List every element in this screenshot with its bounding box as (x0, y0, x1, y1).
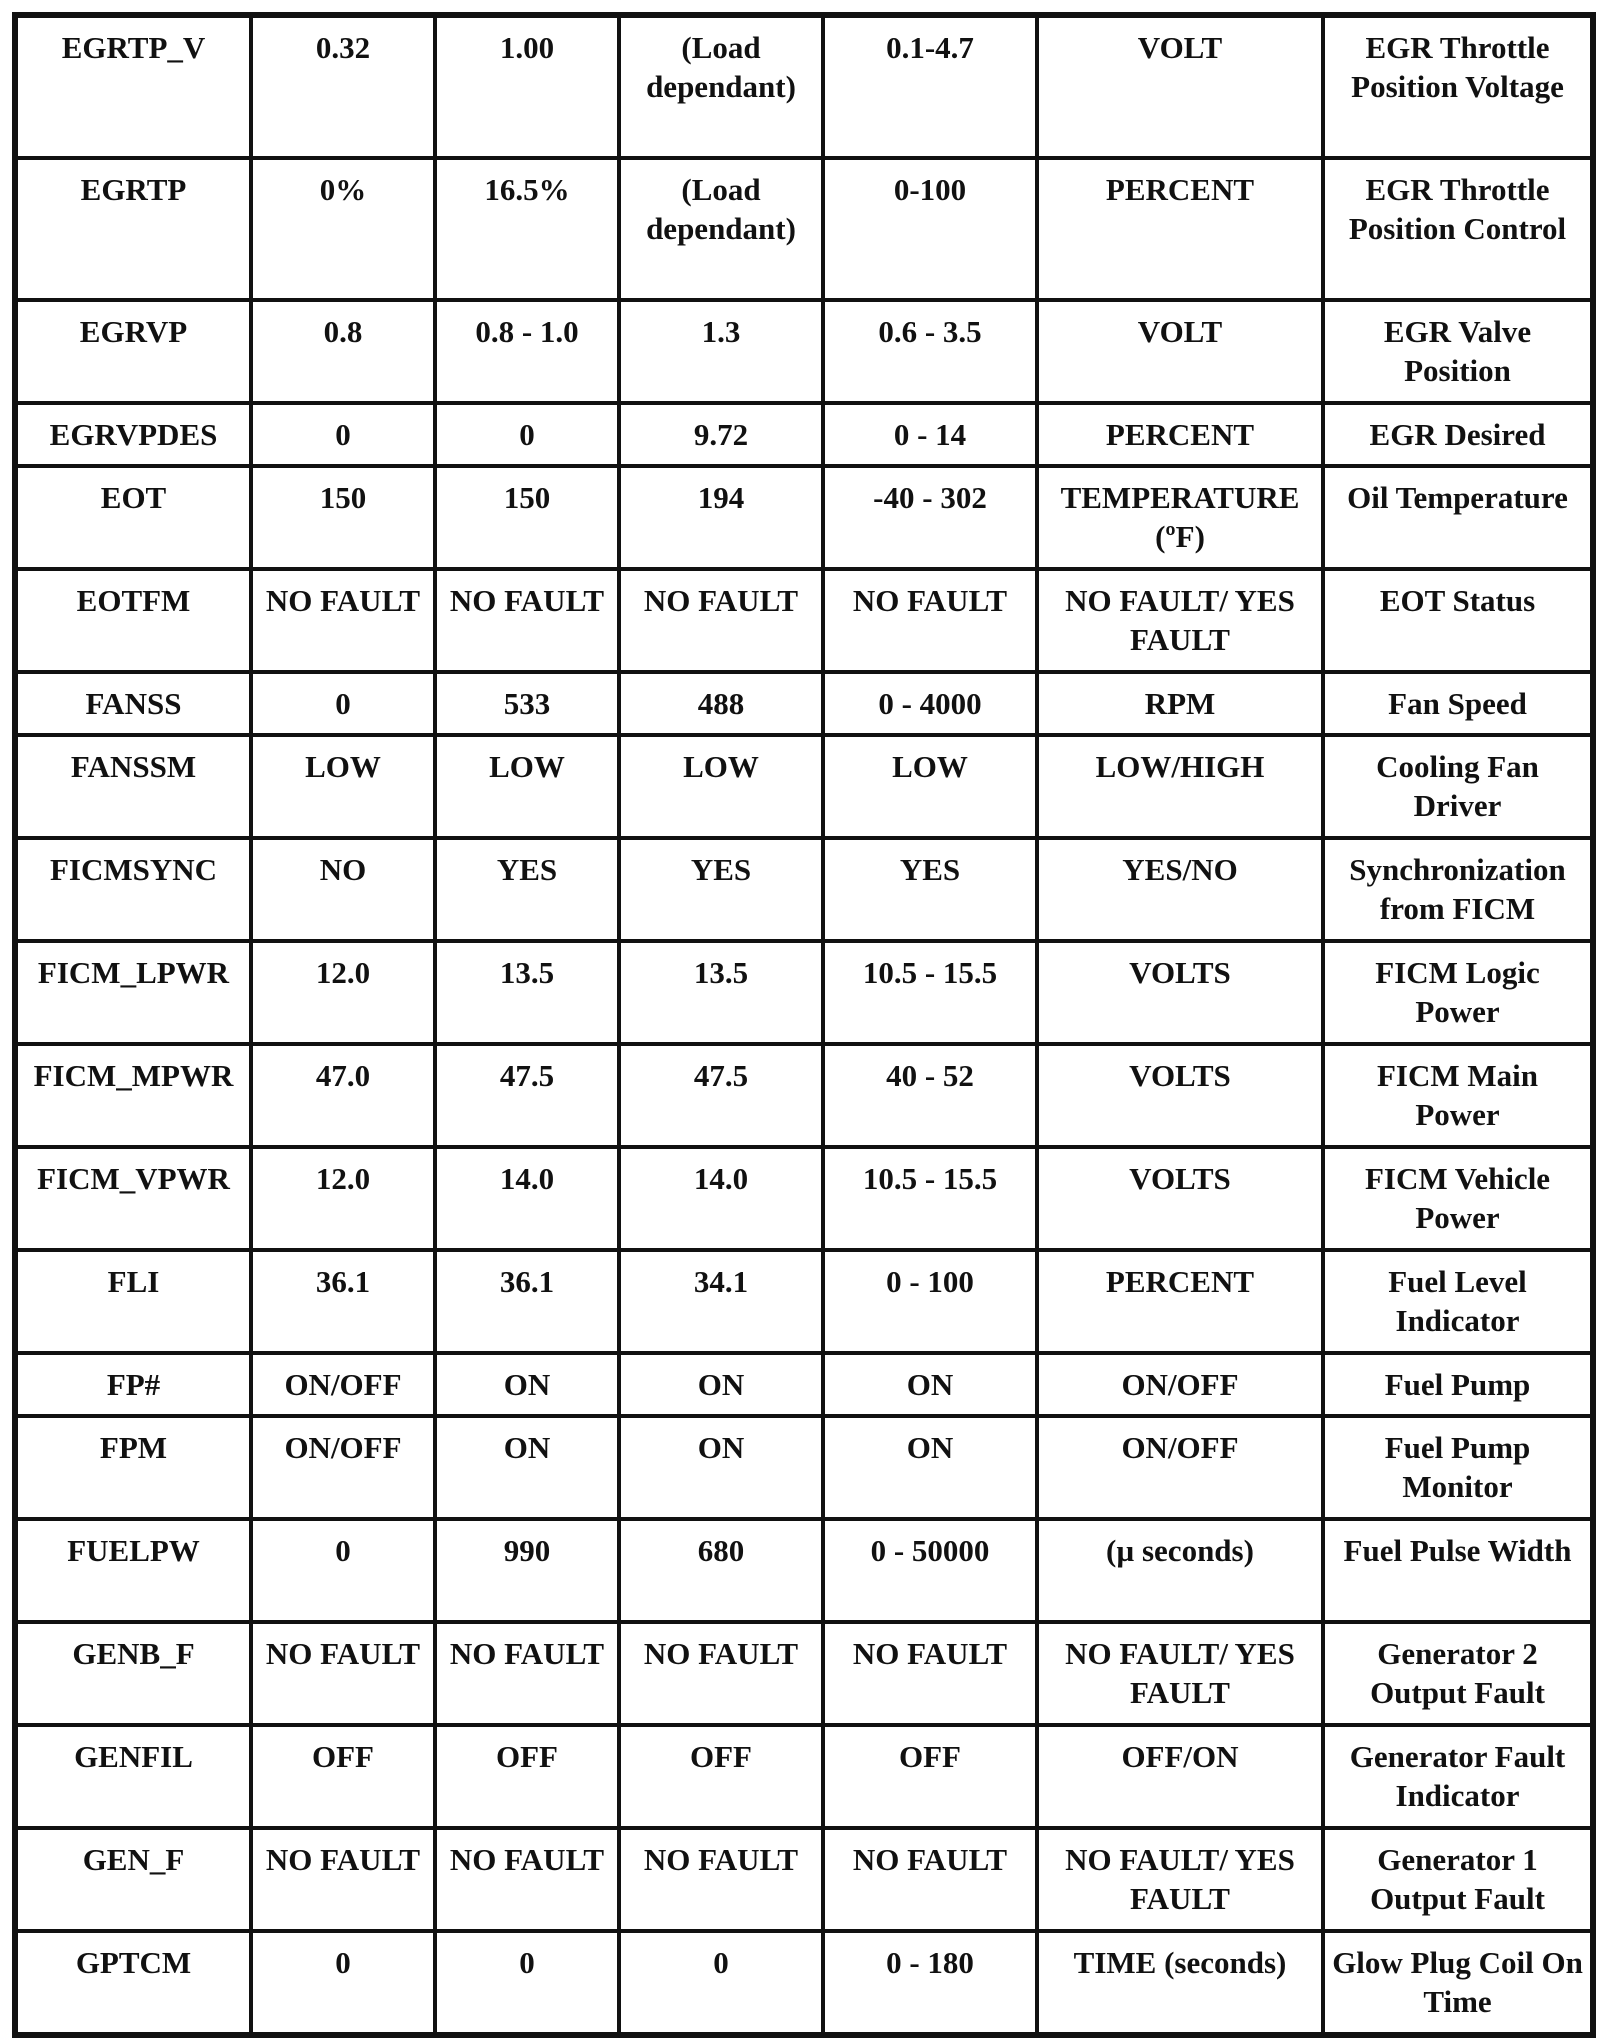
value-cell-2: ON (435, 1416, 619, 1519)
description-cell: Fuel Pump Monitor (1323, 1416, 1593, 1519)
value-cell-2: NO FAULT (435, 569, 619, 672)
pid-name-cell: GENB_F (15, 1622, 251, 1725)
table-row (15, 735, 1593, 838)
range-cell: 0 - 100 (823, 1250, 1037, 1353)
value-cell-1: NO FAULT (251, 1828, 435, 1931)
table-row (15, 672, 1593, 735)
table-row (15, 1519, 1593, 1622)
value-cell-1: 0 (251, 1519, 435, 1622)
range-cell: 0 - 4000 (823, 672, 1037, 735)
range-cell: OFF (823, 1725, 1037, 1828)
table-row (15, 569, 1593, 672)
value-cell-1: 0 (251, 672, 435, 735)
value-cell-2: OFF (435, 1725, 619, 1828)
table-row (15, 1044, 1593, 1147)
pid-name-cell: FLI (15, 1250, 251, 1353)
value-cell-1: NO (251, 838, 435, 941)
value-cell-3: NO FAULT (619, 1828, 823, 1931)
value-cell-1: 0% (251, 158, 435, 300)
value-cell-1: ON/OFF (251, 1416, 435, 1519)
unit-cell: NO FAULT/ YES FAULT (1037, 1622, 1323, 1725)
unit-cell: YES/NO (1037, 838, 1323, 941)
value-cell-2: 14.0 (435, 1147, 619, 1250)
description-cell: Fuel Level Indicator (1323, 1250, 1593, 1353)
value-cell-2: LOW (435, 735, 619, 838)
value-cell-1: 0 (251, 1931, 435, 2035)
range-cell: LOW (823, 735, 1037, 838)
value-cell-3: 488 (619, 672, 823, 735)
value-cell-1: NO FAULT (251, 569, 435, 672)
value-cell-2: 47.5 (435, 1044, 619, 1147)
pid-name-cell: EOTFM (15, 569, 251, 672)
description-cell: Generator 1 Output Fault (1323, 1828, 1593, 1931)
value-cell-1: 12.0 (251, 941, 435, 1044)
table-row (15, 1931, 1593, 2035)
range-cell: -40 - 302 (823, 466, 1037, 569)
range-cell: 0 - 180 (823, 1931, 1037, 2035)
pid-name-cell: FANSSM (15, 735, 251, 838)
unit-cell: PERCENT (1037, 403, 1323, 466)
value-cell-1: 47.0 (251, 1044, 435, 1147)
description-cell: Generator 2 Output Fault (1323, 1622, 1593, 1725)
description-cell: Fan Speed (1323, 672, 1593, 735)
value-cell-3: 14.0 (619, 1147, 823, 1250)
pid-name-cell: EGRTP_V (15, 15, 251, 158)
value-cell-1: 12.0 (251, 1147, 435, 1250)
value-cell-2: 533 (435, 672, 619, 735)
range-cell: 0-100 (823, 158, 1037, 300)
table-row (15, 941, 1593, 1044)
unit-cell: NO FAULT/ YES FAULT (1037, 569, 1323, 672)
description-cell: EGR Valve Position (1323, 300, 1593, 403)
unit-cell: PERCENT (1037, 1250, 1323, 1353)
pid-table-page (12, 12, 1590, 2038)
unit-cell: ON/OFF (1037, 1416, 1323, 1519)
unit-cell: VOLT (1037, 15, 1323, 158)
table-row (15, 300, 1593, 403)
range-cell: NO FAULT (823, 569, 1037, 672)
description-cell: Cooling Fan Driver (1323, 735, 1593, 838)
pid-name-cell: EGRVP (15, 300, 251, 403)
value-cell-3: OFF (619, 1725, 823, 1828)
value-cell-2: 16.5% (435, 158, 619, 300)
value-cell-2: 150 (435, 466, 619, 569)
description-cell: Oil Temperature (1323, 466, 1593, 569)
unit-cell: VOLTS (1037, 1147, 1323, 1250)
pid-name-cell: FPM (15, 1416, 251, 1519)
pid-name-cell: FICMSYNC (15, 838, 251, 941)
table-row (15, 466, 1593, 569)
value-cell-2: 1.00 (435, 15, 619, 158)
value-cell-1: ON/OFF (251, 1353, 435, 1416)
value-cell-2: 13.5 (435, 941, 619, 1044)
value-cell-3: LOW (619, 735, 823, 838)
value-cell-1: LOW (251, 735, 435, 838)
table-row (15, 1416, 1593, 1519)
value-cell-3: 34.1 (619, 1250, 823, 1353)
range-cell: ON (823, 1353, 1037, 1416)
value-cell-3: YES (619, 838, 823, 941)
unit-cell: OFF/ON (1037, 1725, 1323, 1828)
value-cell-2: ON (435, 1353, 619, 1416)
value-cell-3: ON (619, 1416, 823, 1519)
unit-cell: VOLTS (1037, 941, 1323, 1044)
table-row (15, 1828, 1593, 1931)
pid-name-cell: FICM_MPWR (15, 1044, 251, 1147)
table-row (15, 1250, 1593, 1353)
value-cell-3: NO FAULT (619, 569, 823, 672)
table-row (15, 1725, 1593, 1828)
table-body (15, 15, 1593, 2035)
value-cell-2: NO FAULT (435, 1622, 619, 1725)
description-cell: FICM Vehicle Power (1323, 1147, 1593, 1250)
value-cell-1: NO FAULT (251, 1622, 435, 1725)
range-cell: NO FAULT (823, 1828, 1037, 1931)
table-row (15, 403, 1593, 466)
unit-cell: VOLT (1037, 300, 1323, 403)
pid-name-cell: FANSS (15, 672, 251, 735)
value-cell-2: 990 (435, 1519, 619, 1622)
unit-cell: VOLTS (1037, 1044, 1323, 1147)
range-cell: NO FAULT (823, 1622, 1037, 1725)
range-cell: 0 - 14 (823, 403, 1037, 466)
unit-cell: LOW/HIGH (1037, 735, 1323, 838)
pid-name-cell: GENFIL (15, 1725, 251, 1828)
value-cell-2: 0 (435, 1931, 619, 2035)
table-row (15, 158, 1593, 300)
table-row (15, 15, 1593, 158)
value-cell-3: (Load dependant) (619, 15, 823, 158)
value-cell-3: 680 (619, 1519, 823, 1622)
value-cell-3: 194 (619, 466, 823, 569)
value-cell-2: 0.8 - 1.0 (435, 300, 619, 403)
unit-cell: NO FAULT/ YES FAULT (1037, 1828, 1323, 1931)
unit-cell: TEMPERATURE (ºF) (1037, 466, 1323, 569)
range-cell: 0 - 50000 (823, 1519, 1037, 1622)
range-cell: ON (823, 1416, 1037, 1519)
value-cell-1: 36.1 (251, 1250, 435, 1353)
range-cell: 10.5 - 15.5 (823, 1147, 1037, 1250)
value-cell-3: NO FAULT (619, 1622, 823, 1725)
value-cell-3: 1.3 (619, 300, 823, 403)
value-cell-3: 47.5 (619, 1044, 823, 1147)
description-cell: FICM Logic Power (1323, 941, 1593, 1044)
pid-name-cell: GPTCM (15, 1931, 251, 2035)
value-cell-3: (Load dependant) (619, 158, 823, 300)
value-cell-1: 150 (251, 466, 435, 569)
value-cell-2: NO FAULT (435, 1828, 619, 1931)
pid-name-cell: FP# (15, 1353, 251, 1416)
unit-cell: PERCENT (1037, 158, 1323, 300)
value-cell-1: OFF (251, 1725, 435, 1828)
value-cell-1: 0 (251, 403, 435, 466)
description-cell: Synchronization from FICM (1323, 838, 1593, 941)
range-cell: YES (823, 838, 1037, 941)
description-cell: Generator Fault Indicator (1323, 1725, 1593, 1828)
value-cell-2: 36.1 (435, 1250, 619, 1353)
description-cell: Fuel Pulse Width (1323, 1519, 1593, 1622)
value-cell-3: 13.5 (619, 941, 823, 1044)
table-row (15, 1353, 1593, 1416)
range-cell: 10.5 - 15.5 (823, 941, 1037, 1044)
value-cell-1: 0.8 (251, 300, 435, 403)
pid-name-cell: GEN_F (15, 1828, 251, 1931)
value-cell-3: ON (619, 1353, 823, 1416)
table-row (15, 1147, 1593, 1250)
description-cell: Fuel Pump (1323, 1353, 1593, 1416)
range-cell: 40 - 52 (823, 1044, 1037, 1147)
value-cell-3: 9.72 (619, 403, 823, 466)
pid-name-cell: FUELPW (15, 1519, 251, 1622)
unit-cell: ON/OFF (1037, 1353, 1323, 1416)
pid-name-cell: FICM_LPWR (15, 941, 251, 1044)
unit-cell: RPM (1037, 672, 1323, 735)
description-cell: EGR Desired (1323, 403, 1593, 466)
value-cell-2: 0 (435, 403, 619, 466)
pid-name-cell: FICM_VPWR (15, 1147, 251, 1250)
pid-name-cell: EGRVPDES (15, 403, 251, 466)
table-row (15, 1622, 1593, 1725)
unit-cell: (µ seconds) (1037, 1519, 1323, 1622)
range-cell: 0.6 - 3.5 (823, 300, 1037, 403)
description-cell: EOT Status (1323, 569, 1593, 672)
unit-cell: TIME (seconds) (1037, 1931, 1323, 2035)
description-cell: Glow Plug Coil On Time (1323, 1931, 1593, 2035)
pid-data-table (12, 12, 1596, 2038)
description-cell: EGR Throttle Position Voltage (1323, 15, 1593, 158)
value-cell-2: YES (435, 838, 619, 941)
description-cell: FICM Main Power (1323, 1044, 1593, 1147)
table-row (15, 838, 1593, 941)
description-cell: EGR Throttle Position Control (1323, 158, 1593, 300)
pid-name-cell: EGRTP (15, 158, 251, 300)
value-cell-3: 0 (619, 1931, 823, 2035)
value-cell-1: 0.32 (251, 15, 435, 158)
pid-name-cell: EOT (15, 466, 251, 569)
range-cell: 0.1-4.7 (823, 15, 1037, 158)
